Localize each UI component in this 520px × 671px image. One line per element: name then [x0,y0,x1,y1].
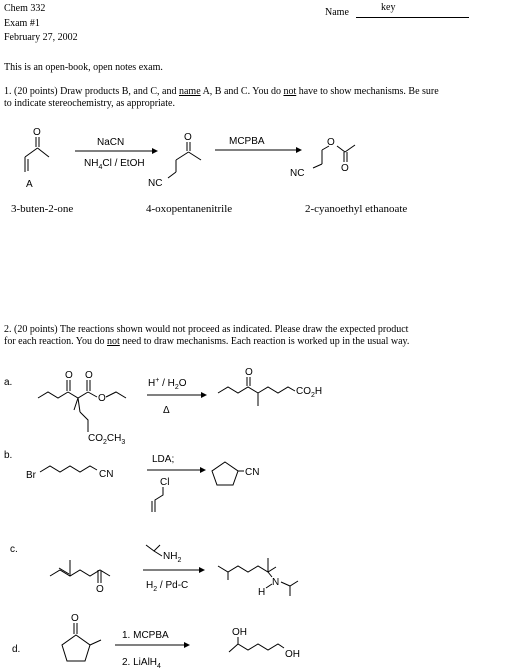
oxygen-label: O [184,132,192,143]
nitrile-label: CN [245,467,260,478]
oxygen-label: O [98,393,106,404]
amine-label: $NH_2$ [163,551,182,564]
reagent-mcpba: MCPBA [229,136,265,147]
structure-2d-product [229,627,300,660]
label-2a: a. [4,377,13,388]
structure-2c-product [218,558,298,598]
name-compound-a: 3-buten-2-one [11,203,74,215]
oxygen-label: O [245,367,253,378]
q2-text-b1: for each reaction. You do [4,336,108,347]
nitrile-label: CN [99,469,114,480]
structure-2a-reactant [38,370,126,446]
ester-label: $CO_2CH_3$ [88,433,126,446]
oxygen-label: O [85,370,93,381]
q1-underline-name: name [178,86,201,97]
exam-date: February 27, 2002 [4,32,78,43]
nitrile-label: NC [290,168,305,179]
reagent-lialh4: 2. LiAlH$_4$ [122,657,161,670]
nitrogen-label: N [272,577,280,588]
q1-text-a: 1. (20 points) Draw products B, and C, and [4,86,179,97]
name-compound-b: 4-oxopentanenitrile [146,203,233,215]
exam-number: Exam #1 [4,18,40,29]
arrow-2 [215,136,302,153]
oxygen-label: O [65,370,73,381]
name-compound-c: 2-cyanoethyl ethanoate [305,203,408,215]
arrow-2d [115,630,190,670]
label-2c: c. [10,544,18,555]
oxygen-label: O [96,584,104,595]
arrow-2b [147,454,206,512]
structure-2b-product [212,462,259,485]
oxygen-label: O [327,137,335,148]
oxygen-label: O [71,613,79,624]
nitrile-label: NC [148,178,163,189]
structure-2b-reactant [26,466,113,481]
reagent-mcpba-d: 1. MCPBA [122,630,169,641]
chlorine-label: Cl [160,477,170,488]
oxygen-label: O [341,163,349,174]
arrow-2c [143,545,205,593]
structure-2d-reactant [62,613,101,661]
q2-text-b2: need to draw mechanisms. Each reaction is worked up in the usual way. [119,336,410,347]
intro-text: This is an open-book, open notes exam. [4,62,163,73]
reagent-lda: LDA; [152,454,175,465]
oxygen-label: O [33,127,41,138]
hydroxyl-label: OH [232,627,247,638]
name-value: key [381,2,396,13]
reagent-acid: $H^+ / H_2O$ [148,377,187,391]
label-2b: b. [4,450,13,461]
structure-4-oxopentanenitrile [148,132,201,189]
structure-2c-reactant [50,560,110,595]
name-label: Name [325,7,349,18]
label-2d: d. [12,644,21,655]
arrow-1 [75,137,158,171]
q1-text-b: A, B and C. You do [200,86,284,97]
structure-2-cyanoethyl-ethanoate [290,137,355,179]
structure-3-buten-2-one [25,127,49,190]
hydrogen-label: H [258,587,266,598]
q1-underline-not: not [283,86,297,97]
q1-text-d: to indicate stereochemistry, as appropriate. [4,98,175,109]
reagent-nh4cl: $NH_4Cl$ / EtOH [84,158,145,171]
q2-text-a: 2. (20 points) The reactions shown would not proceed as indicated. Please draw the expected product [4,324,409,335]
arrow-2a [147,377,207,416]
hydroxyl-label: OH [285,649,300,660]
structure-2a-product [218,367,322,406]
label-a: A [26,179,33,190]
acid-label: $CO_2H$ [296,386,323,399]
reagent-heat: Δ [163,405,170,416]
q2-underline-not: not [107,336,120,347]
bromine-label: Br [26,470,36,481]
reagent-hydrogenation: $H_2 / Pd-C$ [146,580,189,593]
q1-text-c: have to show mechanisms. Be sure [296,86,439,97]
reagent-nacn: NaCN [97,137,125,148]
course-title: Chem 332 [4,3,46,14]
